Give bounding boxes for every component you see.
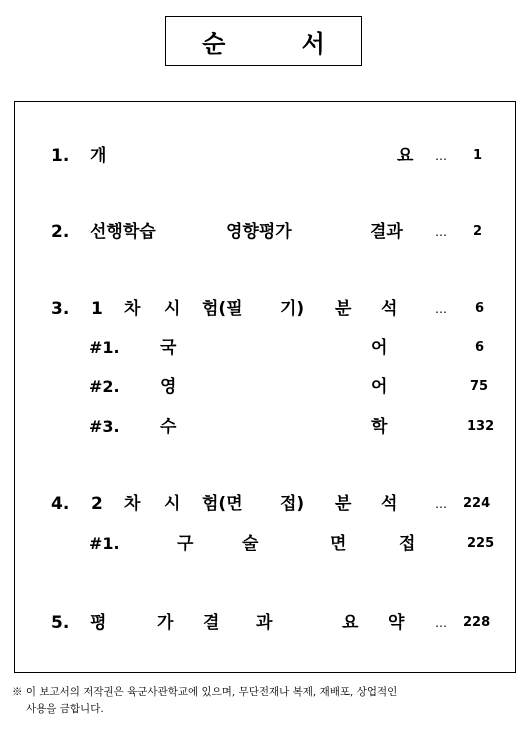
subentry-title-part: 면 bbox=[330, 534, 347, 554]
page-number: 1 bbox=[473, 148, 483, 163]
subentry-title-part: 어 bbox=[371, 377, 388, 397]
entry-title-part: 약 bbox=[388, 613, 405, 633]
entry-title-part: 석 bbox=[381, 494, 398, 514]
title-box bbox=[165, 16, 362, 66]
entry-title-part: 영향평가 bbox=[226, 222, 292, 242]
entry-title-part: 2 bbox=[91, 494, 103, 514]
entry-number: 5. bbox=[51, 613, 70, 633]
copyright-footnote bbox=[12, 684, 517, 718]
entry-title-part: 차 bbox=[124, 299, 141, 319]
page-number: 228 bbox=[463, 615, 491, 630]
entry-title-part: 험(필 bbox=[202, 299, 243, 319]
entry-title-part: 차 bbox=[124, 494, 141, 514]
entry-title-part: 평 bbox=[90, 613, 107, 633]
subentry-title-part: 국 bbox=[160, 338, 177, 358]
entry-title-part: 요 bbox=[342, 613, 359, 633]
leader-dots: … bbox=[435, 302, 448, 316]
subentry-title-part: 구 bbox=[177, 534, 194, 554]
leader-dots: … bbox=[435, 616, 448, 630]
entry-title-part: 개 bbox=[90, 146, 107, 166]
subentry-title-part: 술 bbox=[242, 534, 259, 554]
leader-dots: … bbox=[435, 225, 448, 239]
entry-title-part: 결과 bbox=[370, 222, 403, 242]
entry-title-part: 가 bbox=[157, 613, 174, 633]
subentry-number: #1. bbox=[89, 338, 120, 357]
entry-title-part: 접) bbox=[280, 494, 305, 514]
subentry-title-part: 영 bbox=[160, 377, 177, 397]
entry-title-part: 분 bbox=[335, 299, 352, 319]
entry-number: 2. bbox=[51, 222, 70, 242]
page-number: 75 bbox=[470, 379, 489, 394]
table-of-contents bbox=[14, 101, 516, 673]
page-number: 132 bbox=[467, 419, 495, 434]
subentry-title-part: 수 bbox=[160, 417, 177, 437]
leader-dots: … bbox=[435, 149, 448, 163]
subentry-number: #1. bbox=[89, 534, 120, 553]
entry-title-part: 험(면 bbox=[202, 494, 243, 514]
subentry-title-part: 학 bbox=[371, 417, 388, 437]
subentry-title-part: 접 bbox=[399, 534, 416, 554]
leader-dots: … bbox=[435, 497, 448, 511]
page-number: 6 bbox=[475, 340, 485, 355]
page-number: 2 bbox=[473, 224, 483, 239]
entry-title-part: 요 bbox=[397, 146, 414, 166]
entry-title-part: 과 bbox=[256, 613, 273, 633]
entry-number: 3. bbox=[51, 299, 70, 319]
footnote-line-1: ※ 이 보고서의 저작권은 육군사관학교에 있으며, 무단전재나 복제, 재배포, 상업적인 bbox=[12, 686, 398, 698]
entry-title-part: 선행학습 bbox=[90, 222, 156, 242]
entry-title-part: 석 bbox=[381, 299, 398, 319]
entry-title-part: 분 bbox=[335, 494, 352, 514]
subentry-number: #3. bbox=[89, 417, 120, 436]
page-number: 224 bbox=[463, 496, 491, 511]
entry-title-part: 기) bbox=[280, 299, 305, 319]
page-number: 225 bbox=[467, 536, 495, 551]
entry-title-part: 시 bbox=[164, 299, 181, 319]
footnote-line-2: 사용을 금합니다. bbox=[26, 703, 104, 715]
entry-title-part: 시 bbox=[164, 494, 181, 514]
entry-number: 4. bbox=[51, 494, 70, 514]
page-title: 순 서 bbox=[202, 29, 359, 58]
page-number: 6 bbox=[475, 301, 485, 316]
entry-number: 1. bbox=[51, 146, 70, 166]
entry-title-part: 1 bbox=[91, 299, 103, 319]
subentry-number: #2. bbox=[89, 377, 120, 396]
entry-title-part: 결 bbox=[203, 613, 220, 633]
subentry-title-part: 어 bbox=[371, 338, 388, 358]
